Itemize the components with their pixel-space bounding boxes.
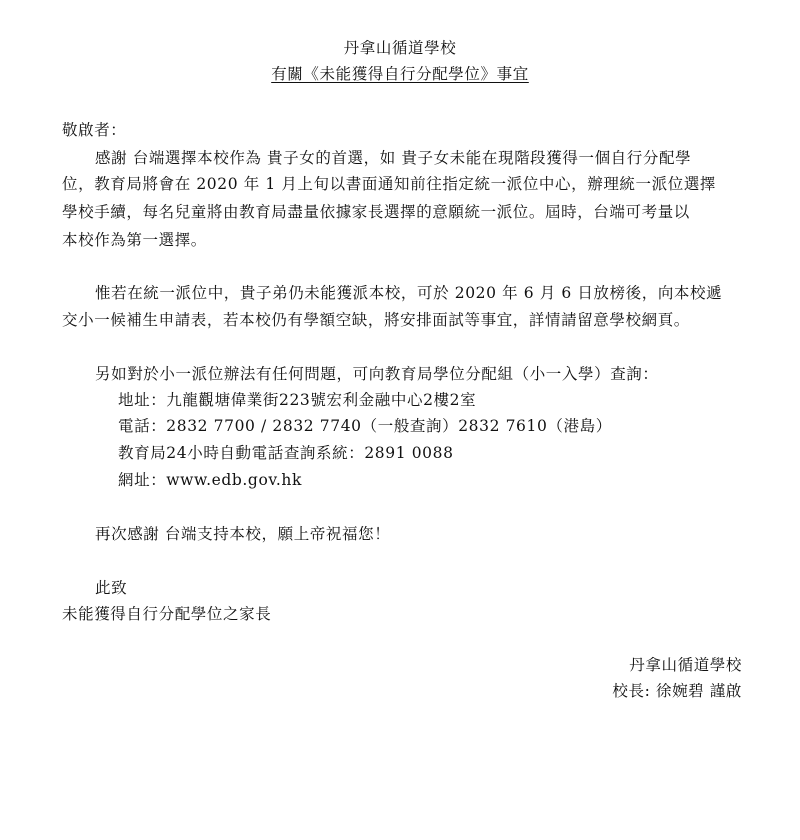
paragraph-line: 學校手續，每名兒童將由教育局盡量依據家長選擇的意願統一派位。屆時，台端可考量以	[62, 203, 690, 221]
enquiry-phone: 電話：2832 7700 / 2832 7740（一般查詢）2832 7610（港島）	[118, 417, 612, 435]
enquiry-website: 網址：www.edb.gov.hk	[118, 471, 303, 489]
letter-subject-title: 有關《未能獲得自行分配學位》事宜	[271, 65, 529, 83]
signature-principal: 校長: 徐婉碧 謹啟	[612, 682, 742, 700]
paragraph-line: 交小一候補生申請表，若本校仍有學額空缺，將安排面試等事宜，詳情請留意學校網頁。	[62, 311, 690, 329]
paragraph-line: 感謝 台端選擇本校作為 貴子女的首選，如 貴子女未能在現階段獲得一個自行分配學	[95, 149, 692, 167]
paragraph-line: 位，教育局將會在 2020 年 1 月上旬以書面通知前往指定統一派位中心，辦理統一派位選擇	[62, 175, 717, 193]
salutation: 敬啟者：	[62, 121, 127, 139]
signature-school: 丹拿山循道學校	[629, 656, 742, 674]
enquiry-address: 地址：九龍觀塘偉業街223號宏利金融中心2樓2室	[118, 391, 477, 409]
enquiry-intro: 另如對於小一派位辦法有任何問題，可向教育局學位分配組（小一入學）查詢：	[95, 365, 659, 383]
paragraph-line: 本校作為第一選擇。	[62, 231, 207, 249]
closing-phrase: 此致	[95, 579, 128, 597]
school-name-heading: 丹拿山循道學校	[343, 39, 457, 57]
recipient: 未能獲得自行分配學位之家長	[62, 605, 272, 623]
enquiry-hotline: 教育局24小時自動電話查詢系統：2891 0088	[118, 444, 454, 462]
paragraph-line: 惟若在統一派位中，貴子弟仍未能獲派本校，可於 2020 年 6 月 6 日放榜後，向本校遞	[95, 284, 723, 302]
closing-thanks: 再次感謝 台端支持本校，願上帝祝福您！	[95, 525, 391, 543]
